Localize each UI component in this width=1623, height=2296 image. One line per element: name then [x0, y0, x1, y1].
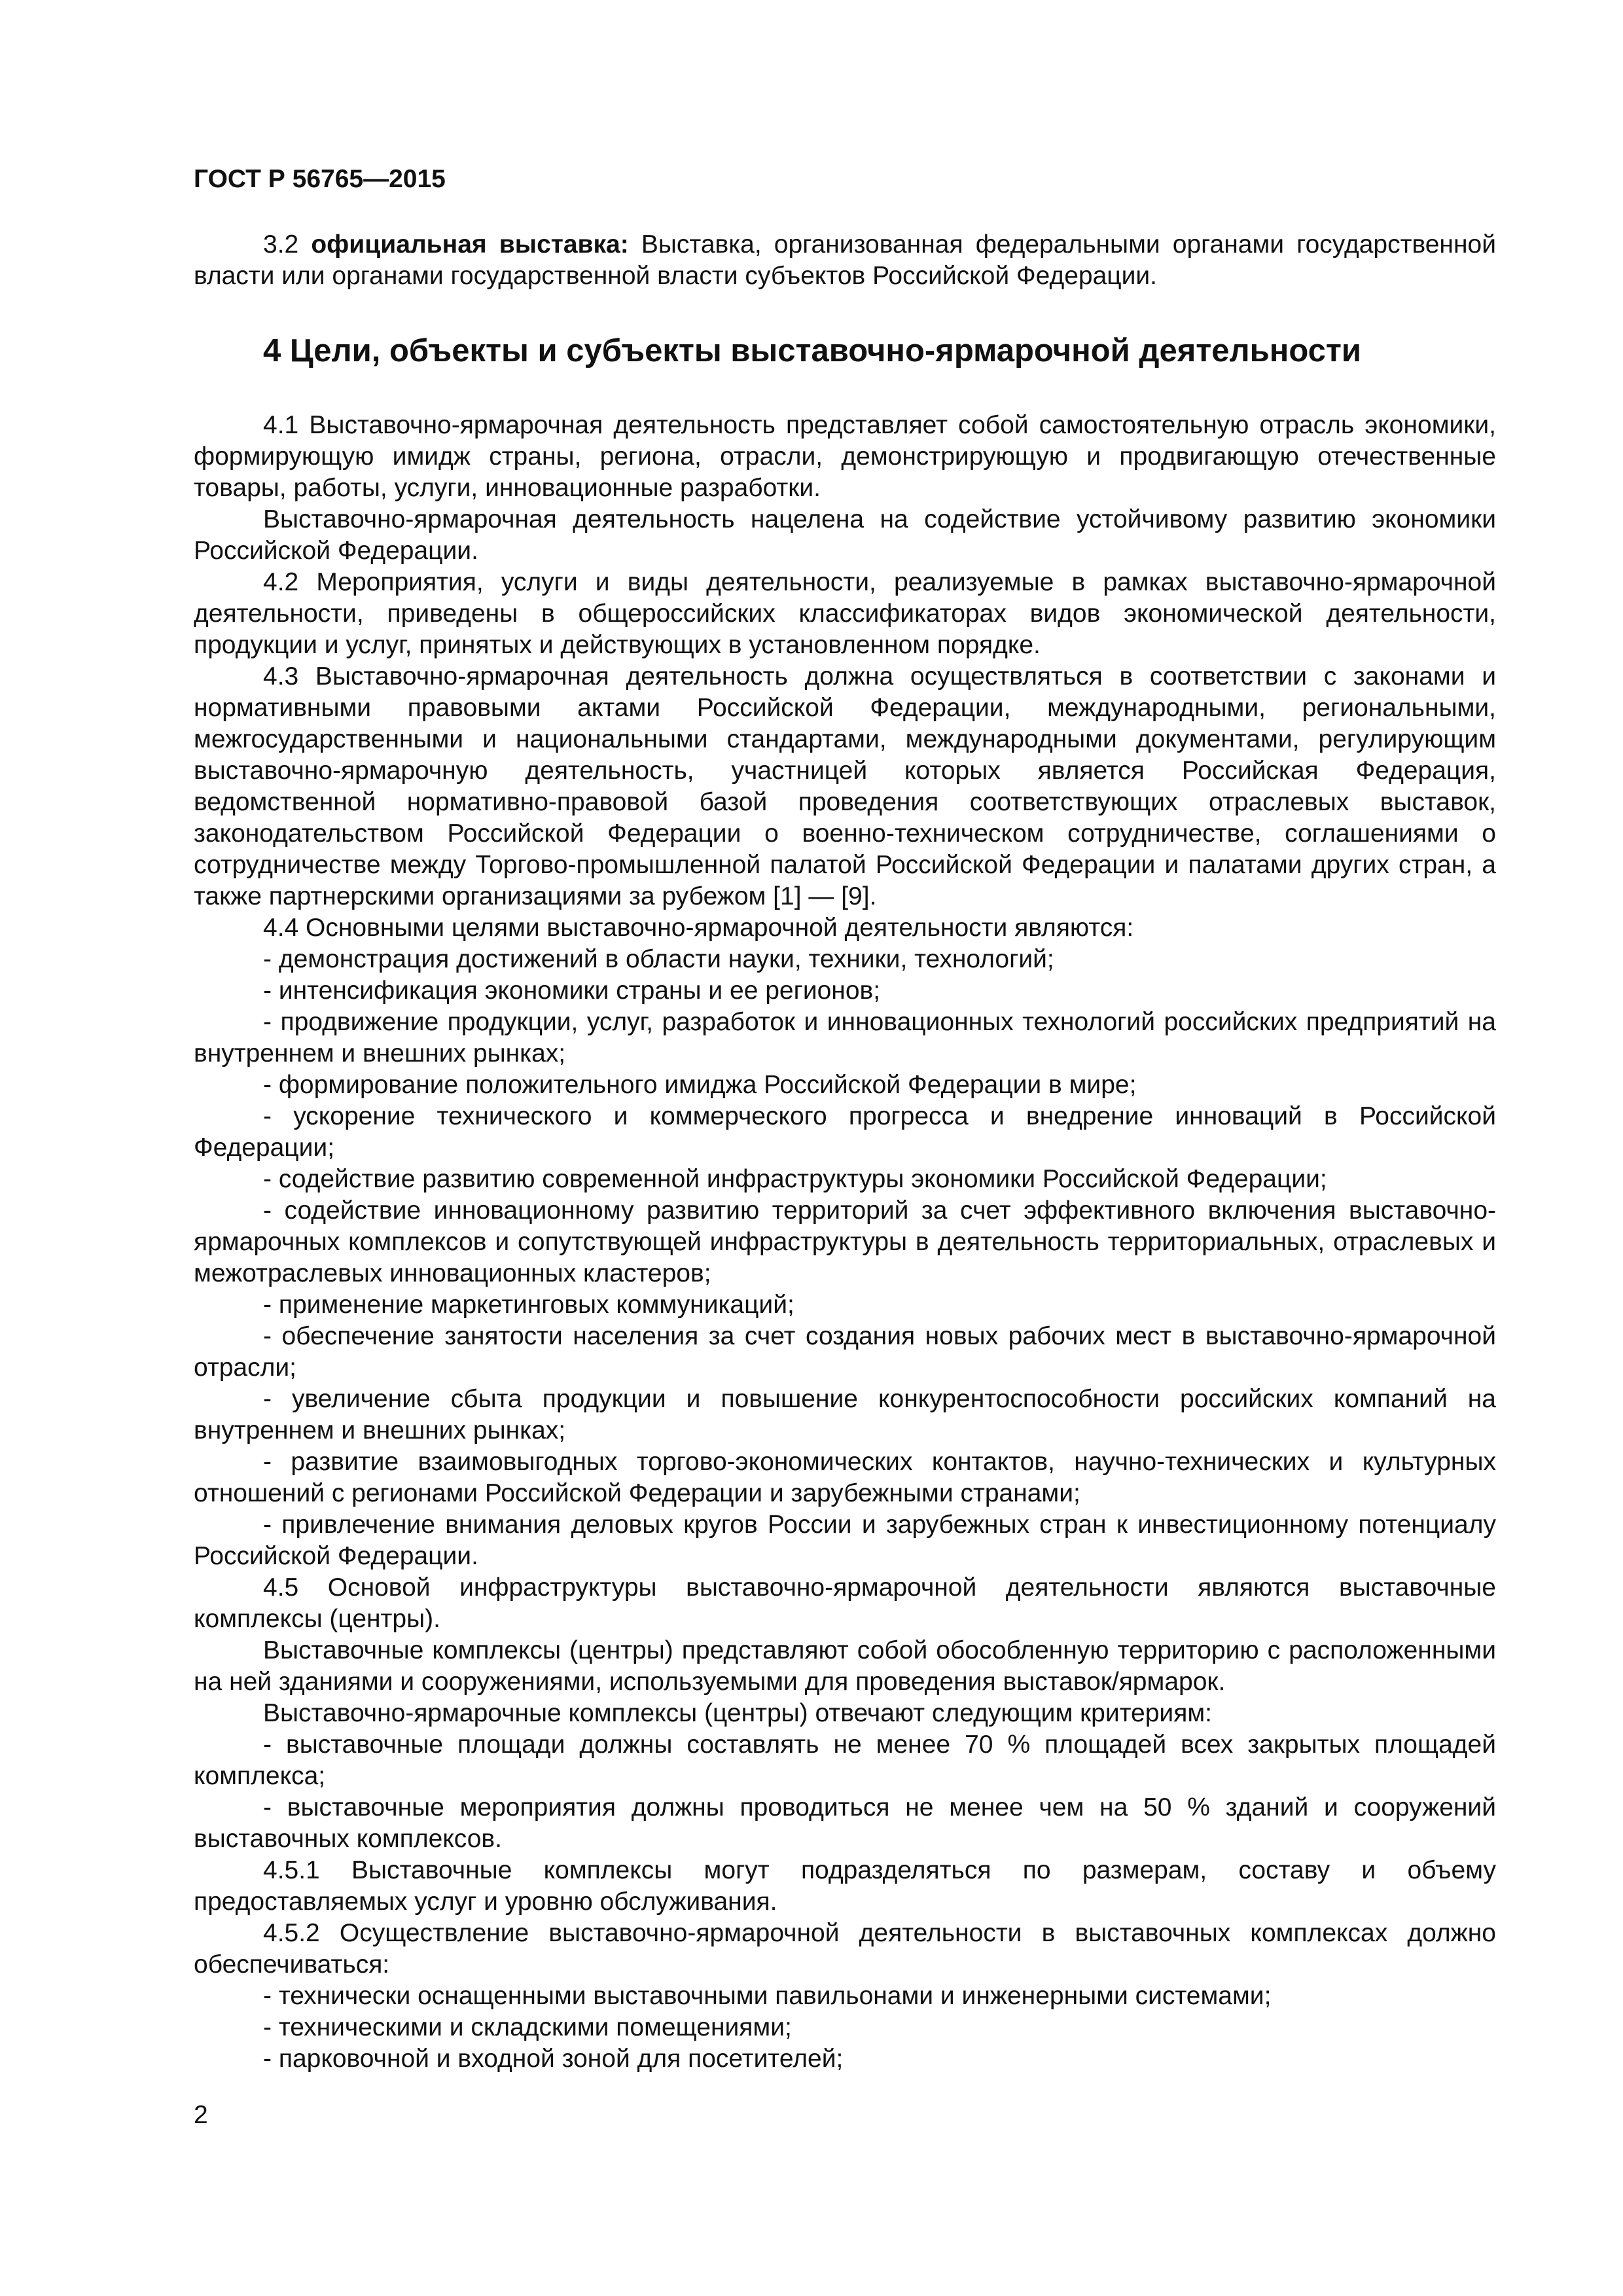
document-body — [194, 229, 1496, 2075]
page-number: 2 — [194, 2101, 208, 2129]
list-item: - обеспечение занятости населения за счет создания новых рабочих мест в выставочно-ярмарочной отрасли; — [194, 1322, 1496, 1382]
list-item: - демонстрация достижений в области науки, техники, технологий; — [263, 945, 1054, 973]
list-item: - выставочные мероприятия должны проводиться не менее чем на 50 % зданий и сооружений выставочных комплексов. — [194, 1793, 1496, 1853]
list-item: - привлечение внимания деловых кругов России и зарубежных стран к инвестиционному потенциалу Российской Федерации. — [194, 1511, 1496, 1570]
paragraph: Выставочно-ярмарочная деятельность нацелена на содействие устойчивому развитию экономики Российской Федерации. — [194, 505, 1496, 565]
definition-text: Выставка, организованная федеральными органами государственной власти или органами государственной власти субъектов Российской Федерации. — [194, 230, 1496, 290]
definition-number: 3.2 — [263, 230, 312, 259]
list-item: - технически оснащенными выставочными павильонами и инженерными системами; — [263, 1982, 1272, 2010]
list-item: - продвижение продукции, услуг, разработок и инновационных технологий российских предприятий на внутреннем и внешних рынках; — [194, 1008, 1496, 1067]
paragraph: Выставочно-ярмарочные комплексы (центры) отвечают следующим критериям: — [263, 1699, 1212, 1727]
paragraph: 4.5 Основой инфраструктуры выставочно-ярмарочной деятельности являются выставочные комплексы (центры). — [194, 1573, 1496, 1633]
paragraph: 4.5.1 Выставочные комплексы могут подразделяться по размерам, составу и объему предоставляемых услуг и уровню обслуживания. — [194, 1856, 1496, 1916]
paragraph: 4.5.2 Осуществление выставочно-ярмарочной деятельности в выставочных комплексах должно обеспечиваться: — [194, 1919, 1496, 1979]
list-item: - выставочные площади должны составлять не менее 70 % площадей всех закрытых площадей комплекса; — [194, 1731, 1496, 1790]
list-item: - парковочной и входной зоной для посетителей; — [263, 2045, 844, 2073]
paragraph: 4.1 Выставочно-ярмарочная деятельность представляет собой самостоятельную отрасль экономики, формирующую имидж страны, региона, отрасли, демонстрирующую и продвигающую отечественные товары, работы, услуги, инновационные разработки. — [194, 411, 1496, 502]
list-item: - содействие инновационному развитию территорий за счет эффективного включения выставочно-ярмарочных комплексов и сопутствующей инфраструктуры в деятельность территориальных, отраслевых и межотраслевых инновационных кластеров; — [194, 1196, 1496, 1287]
paragraph: 4.3 Выставочно-ярмарочная деятельность должна осуществляться в соответствии с законами и нормативными правовыми актами Российской Федерации, международными, региональными, межгосударственными и национальными стандартами, международными документами, регулирующим выставочно-ярмарочную деятельность, участницей которых является Российская Федерация, ведомственной нормативно-правовой базой проведения соответствующих отраслевых выставок, законодательством Российской Федерации о военно-техническом сотрудничестве, соглашениями о сотрудничестве между Торгово-промышленной палатой Российской Федерации и палатами других стран, а также партнерскими организациями за рубежом [1] — [9]. — [194, 662, 1496, 910]
section-title: 4 Цели, объекты и субъекты выставочно-ярмарочной деятельности — [263, 333, 1362, 368]
list-item: - техническими и складскими помещениями; — [263, 2013, 792, 2041]
paragraph: 4.4 Основными целями выставочно-ярмарочной деятельности являются: — [263, 914, 1134, 942]
definition-term: официальная выставка: — [311, 230, 629, 259]
list-item: - увеличение сбыта продукции и повышение конкурентоспособности российских компаний на внутреннем и внешних рынках; — [194, 1385, 1496, 1444]
list-item: - содействие развитию современной инфраструктуры экономики Российской Федерации; — [263, 1165, 1327, 1193]
list-item: - формирование положительного имиджа Российской Федерации в мире; — [263, 1071, 1137, 1099]
list-item: - применение маркетинговых коммуникаций; — [263, 1291, 794, 1319]
list-item: - ускорение технического и коммерческого прогресса и внедрение инноваций в Российской Федерации; — [194, 1102, 1496, 1162]
paragraph: Выставочные комплексы (центры) представляют собой обособленную территорию с расположенными на ней зданиями и сооружениями, используемыми для проведения выставок/ярмарок. — [194, 1636, 1496, 1696]
list-item: - интенсификация экономики страны и ее регионов; — [263, 977, 881, 1005]
list-item: - развитие взаимовыгодных торгово-экономических контактов, научно-технических и культурных отношений с регионами Российской Федерации и зарубежными странами; — [194, 1448, 1496, 1507]
paragraph: 4.2 Мероприятия, услуги и виды деятельности, реализуемые в рамках выставочно-ярмарочной деятельности, приведены в общероссийских классификаторах видов экономической деятельности, продукции и услуг, принятых и действующих в установленном порядке. — [194, 568, 1496, 659]
definition-paragraph — [194, 229, 1496, 292]
document-header: ГОСТ Р 56765—2015 — [194, 165, 446, 193]
